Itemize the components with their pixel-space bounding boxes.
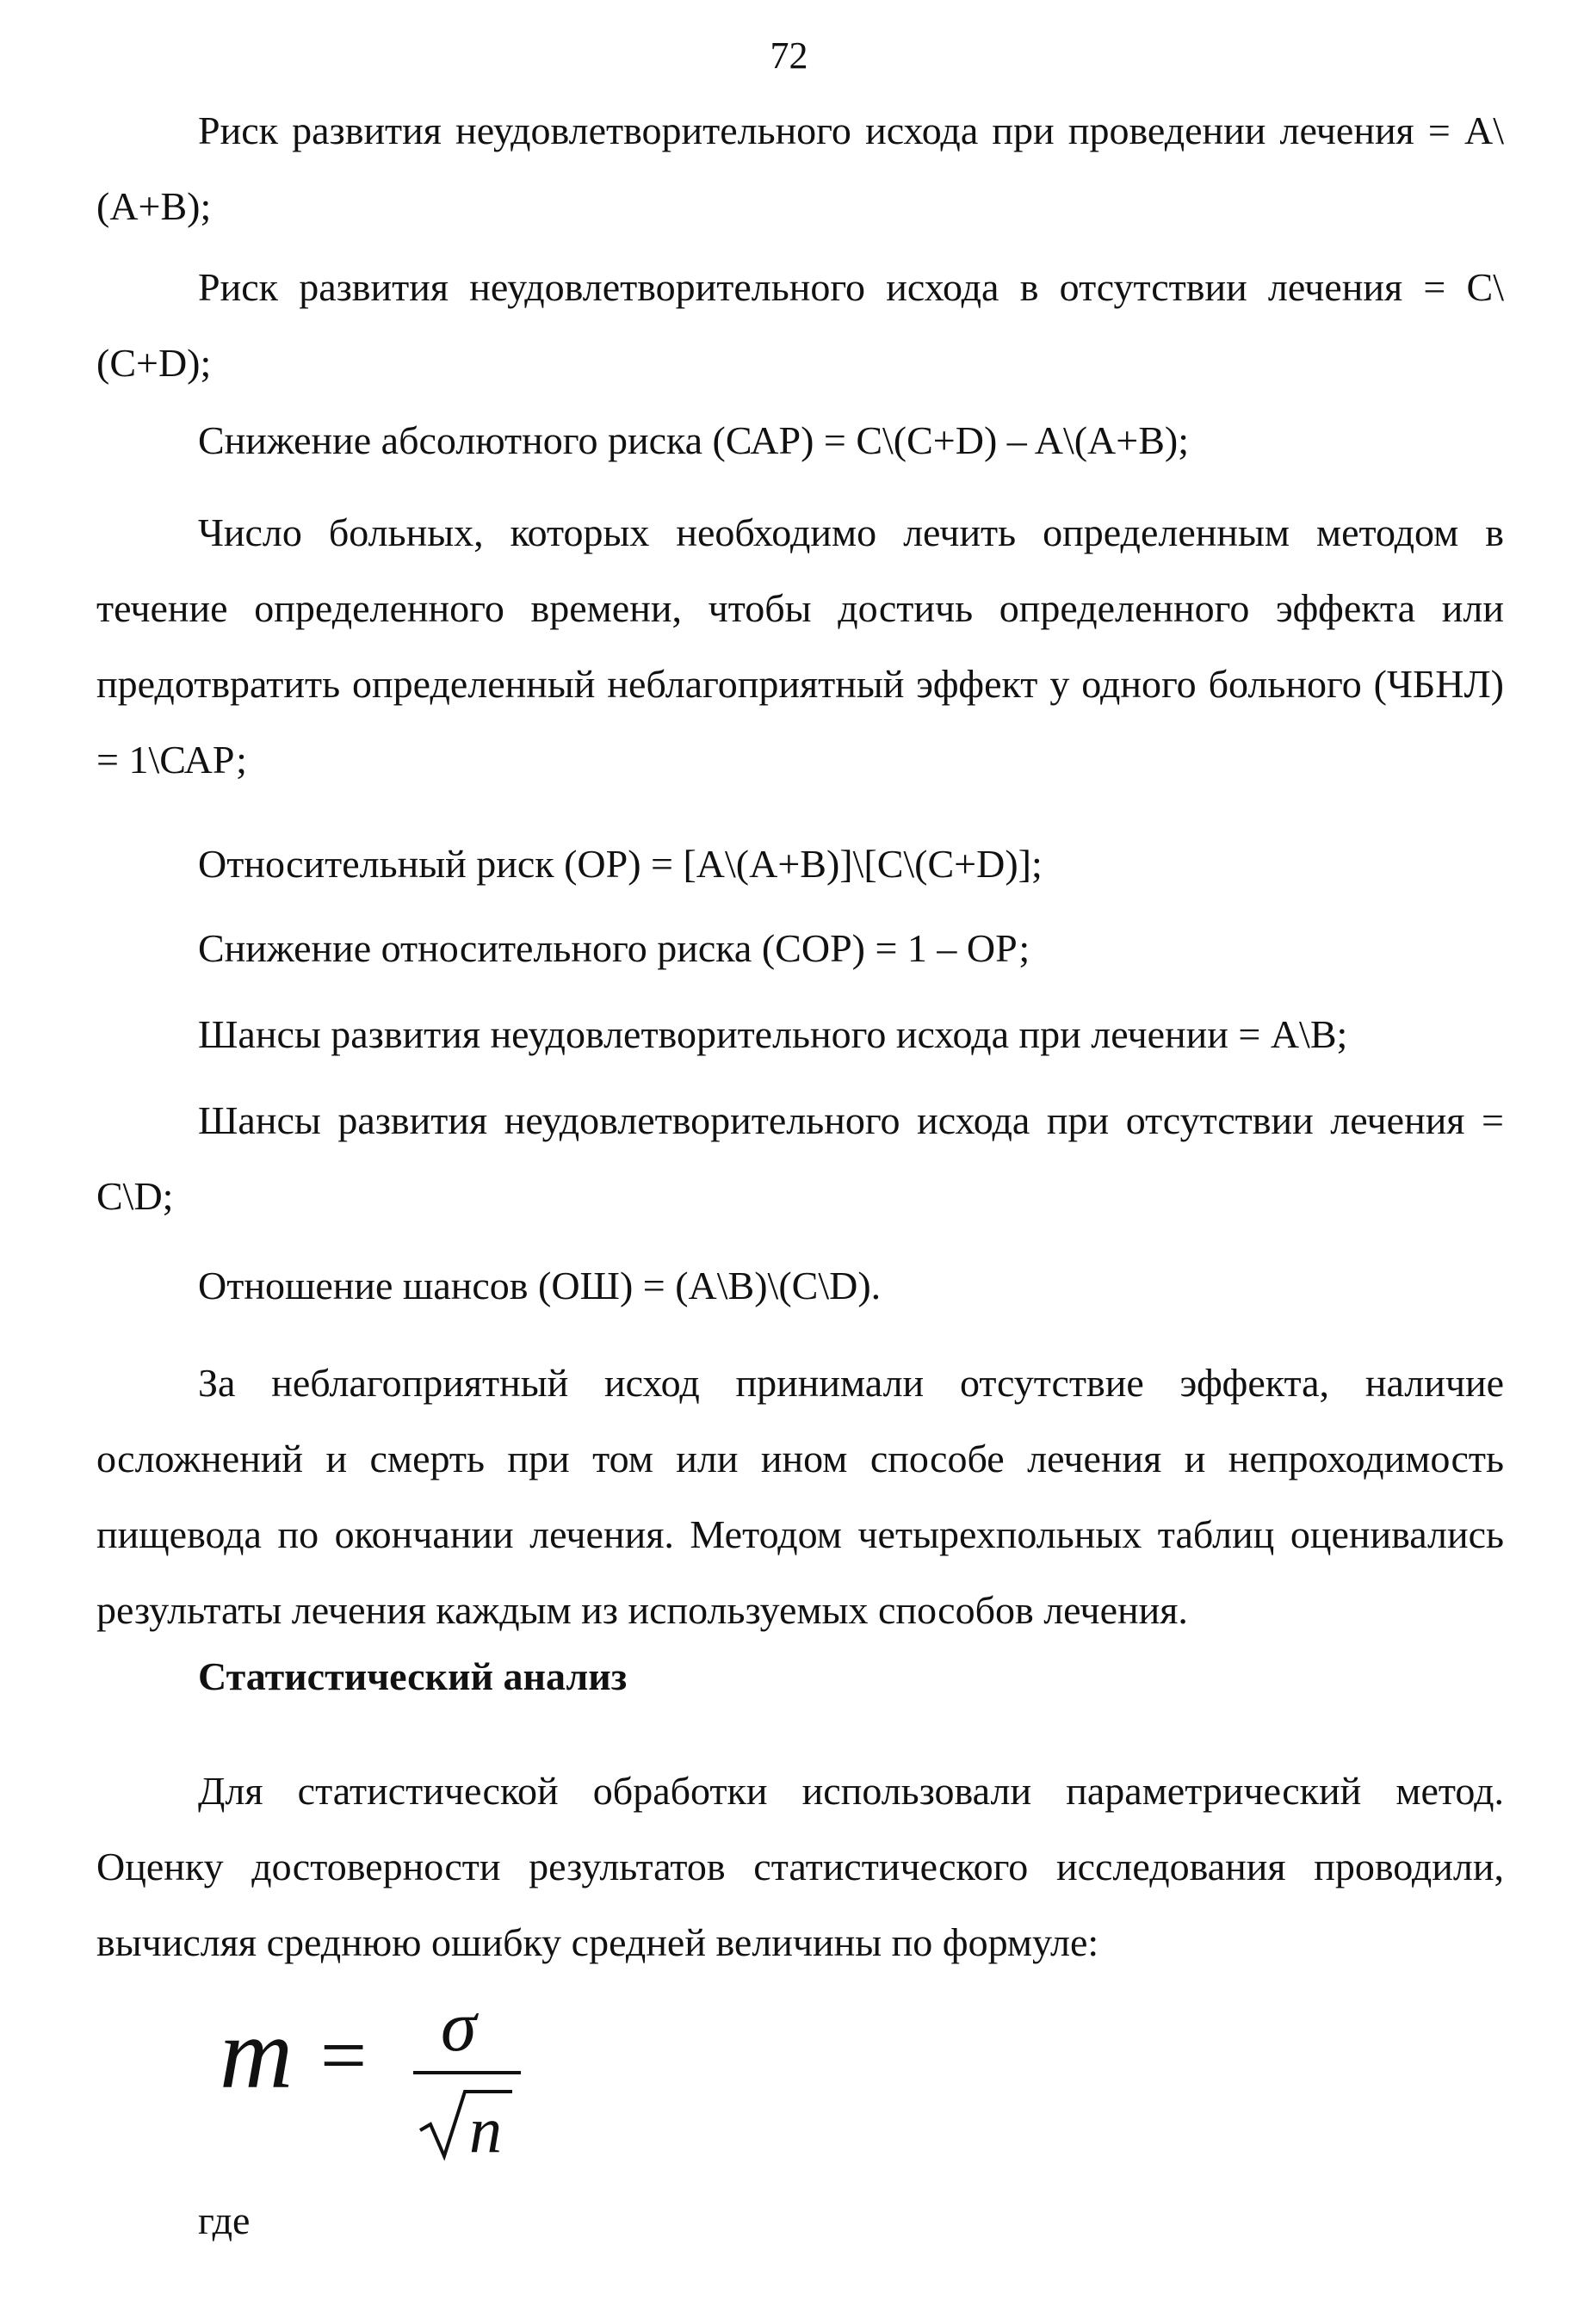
where-label: где <box>198 2198 251 2242</box>
formula-equals: = <box>320 2009 368 2101</box>
paragraph-absolute-risk-reduction: Снижение абсолютного риска (САР) = C\(C+D) – A\(A+B); <box>198 418 1189 462</box>
paragraph-risk-no-treatment: Риск развития неудовлетворительного исхода в отсутствии лечения = C\(C+D); <box>96 265 1504 385</box>
paragraph-risk-treatment: Риск развития неудовлетворительного исхода при проведении лечения = A\(A+B); <box>96 108 1504 228</box>
paragraph-relative-risk: Относительный риск (ОР) = [A\(A+B)]\[C\(C+D)]; <box>198 842 1043 886</box>
paragraph-relative-risk-reduction: Снижение относительного риска (СОР) = 1 – ОР; <box>198 926 1030 970</box>
paragraph-odds-no-treatment: Шансы развития неудовлетворительного исхода при отсутствии лечения = C\D; <box>96 1098 1504 1218</box>
paragraph-unfavorable-outcome: За неблагоприятный исход принимали отсутствие эффекта, наличие осложнений и смерть при том или ином способе лечения и непроходимость пищевода по окончании лечения. Методом четырехпольных таблиц оценивались результаты лечения каждым из используемых способов лечения. <box>96 1361 1504 1632</box>
paragraph-odds-ratio: Отношение шансов (ОШ) = (A\B)\(C\D). <box>198 1264 882 1307</box>
paragraph-odds-treatment: Шансы развития неудовлетворительного исхода при лечении = A\B; <box>198 1012 1348 1056</box>
page-number: 72 <box>770 34 808 77</box>
formula-numerator: σ <box>441 1987 477 2067</box>
paragraph-statistics: Для статистической обработки использовали параметрический метод. Оценку достоверности результатов статистического исследования проводили, вычисляя среднюю ошибку средней величины по формуле: <box>96 1769 1504 1964</box>
paragraph-nnt: Число больных, которых необходимо лечить определенным методом в течение определенного времени, чтобы достичь определенного эффекта или предотвратить определенный неблагоприятный эффект у одного больного (ЧБНЛ) = 1\САР; <box>96 510 1504 782</box>
section-heading: Статистический анализ <box>198 1654 628 1698</box>
formula-radicand: n <box>469 2094 502 2166</box>
formula-lhs: m <box>220 1997 294 2110</box>
formula-graphic <box>215 1980 542 2169</box>
standard-error-formula <box>215 1980 542 2169</box>
